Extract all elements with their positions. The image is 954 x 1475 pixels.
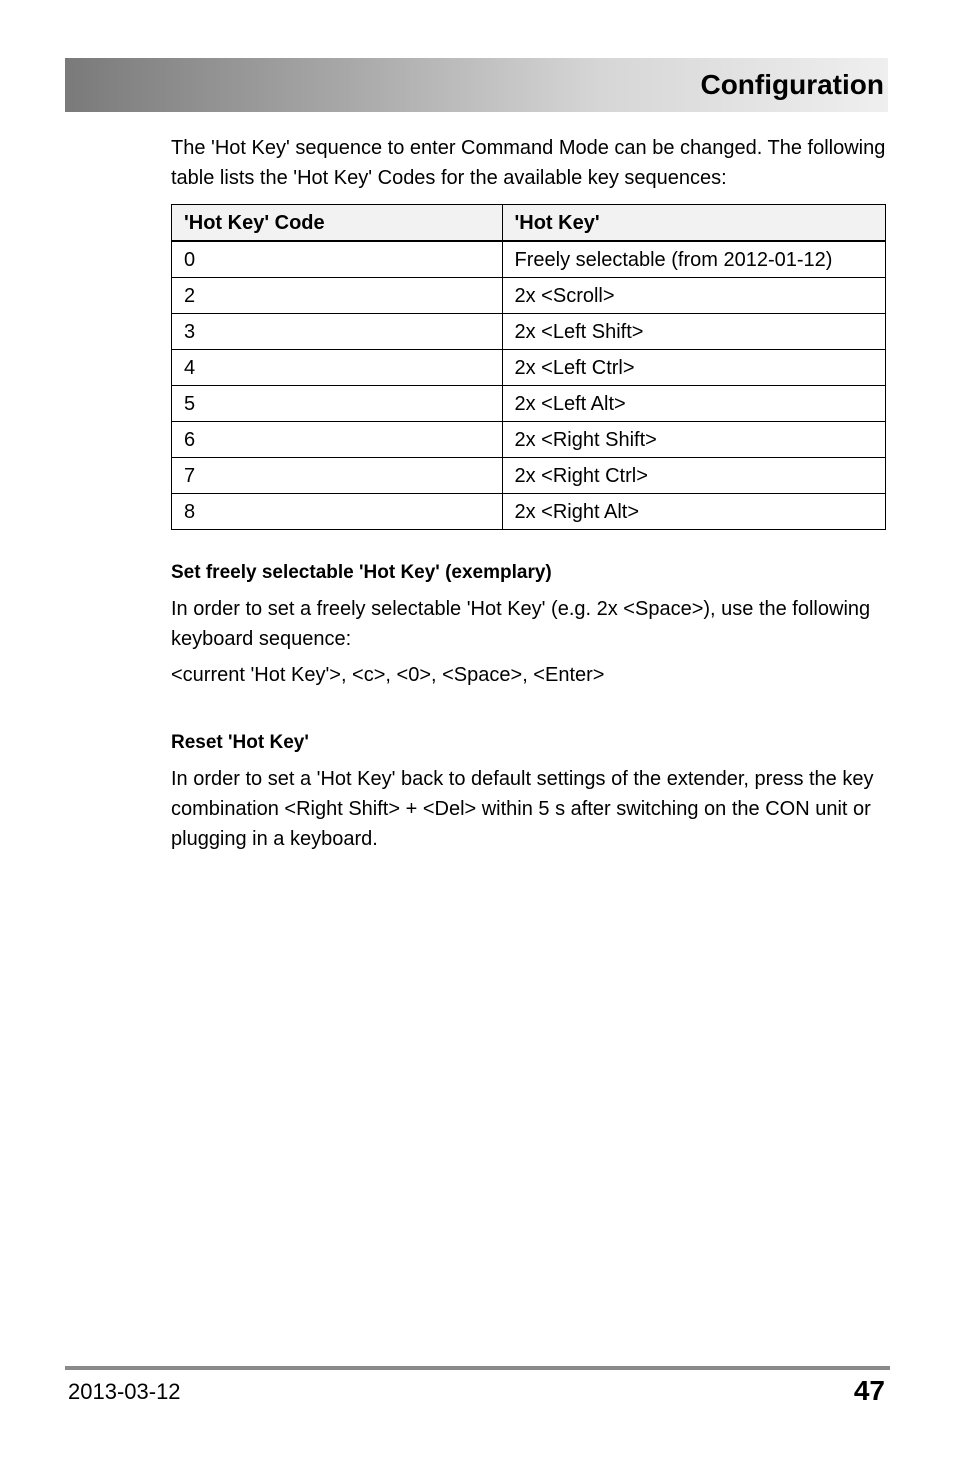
page-number: 47 <box>853 1375 885 1406</box>
table-row <box>172 314 886 350</box>
table-row <box>172 386 886 422</box>
cell-code: 4 <box>172 350 503 386</box>
page-title: Configuration <box>700 69 884 100</box>
table-row <box>172 350 886 386</box>
hot-key-table <box>171 204 886 530</box>
cell-hot-key: 2x <Right Shift> <box>502 422 886 458</box>
table-header-row <box>172 205 886 242</box>
cell-code: 7 <box>172 458 503 494</box>
main-content <box>171 133 887 854</box>
cell-code: 6 <box>172 422 503 458</box>
cell-code: 0 <box>172 241 503 278</box>
cell-hot-key: Freely selectable (from 2012-01-12) <box>502 241 886 278</box>
table-row <box>172 458 886 494</box>
column-header-hot-key: 'Hot Key' <box>502 205 886 242</box>
cell-hot-key: 2x <Left Alt> <box>502 386 886 422</box>
table-row <box>172 422 886 458</box>
table-row <box>172 494 886 530</box>
cell-hot-key: 2x <Right Alt> <box>502 494 886 530</box>
reset-hot-key-text: In order to set a 'Hot Key' back to default settings of the extender, press the key combination <Right Shift> + <Del> within 5 s after switching on the CON unit or plugging in a keyboard. <box>171 768 874 850</box>
reset-hot-key-heading: Reset 'Hot Key' <box>171 732 309 753</box>
cell-hot-key: 2x <Scroll> <box>502 278 886 314</box>
cell-code: 5 <box>172 386 503 422</box>
table-row <box>172 241 886 278</box>
free-hot-key-sequence: <current 'Hot Key'>, <c>, <0>, <Space>, <Enter> <box>171 664 605 686</box>
cell-code: 3 <box>172 314 503 350</box>
cell-code: 8 <box>172 494 503 530</box>
cell-code: 2 <box>172 278 503 314</box>
table-row <box>172 278 886 314</box>
footer-date: 2013-03-12 <box>68 1379 181 1404</box>
free-hot-key-heading: Set freely selectable 'Hot Key' (exemplary) <box>171 562 552 583</box>
header-bar <box>65 58 888 112</box>
cell-hot-key: 2x <Left Ctrl> <box>502 350 886 386</box>
column-header-code: 'Hot Key' Code <box>172 205 503 242</box>
cell-hot-key: 2x <Left Shift> <box>502 314 886 350</box>
cell-hot-key: 2x <Right Ctrl> <box>502 458 886 494</box>
free-hot-key-text: In order to set a freely selectable 'Hot Key' (e.g. 2x <Space>), use the following keyboard sequence: <box>171 598 871 650</box>
intro-paragraph: The 'Hot Key' sequence to enter Command Mode can be changed. The following table lists the 'Hot Key' Codes for the available key sequences: <box>171 137 886 189</box>
footer-divider <box>65 1366 890 1370</box>
